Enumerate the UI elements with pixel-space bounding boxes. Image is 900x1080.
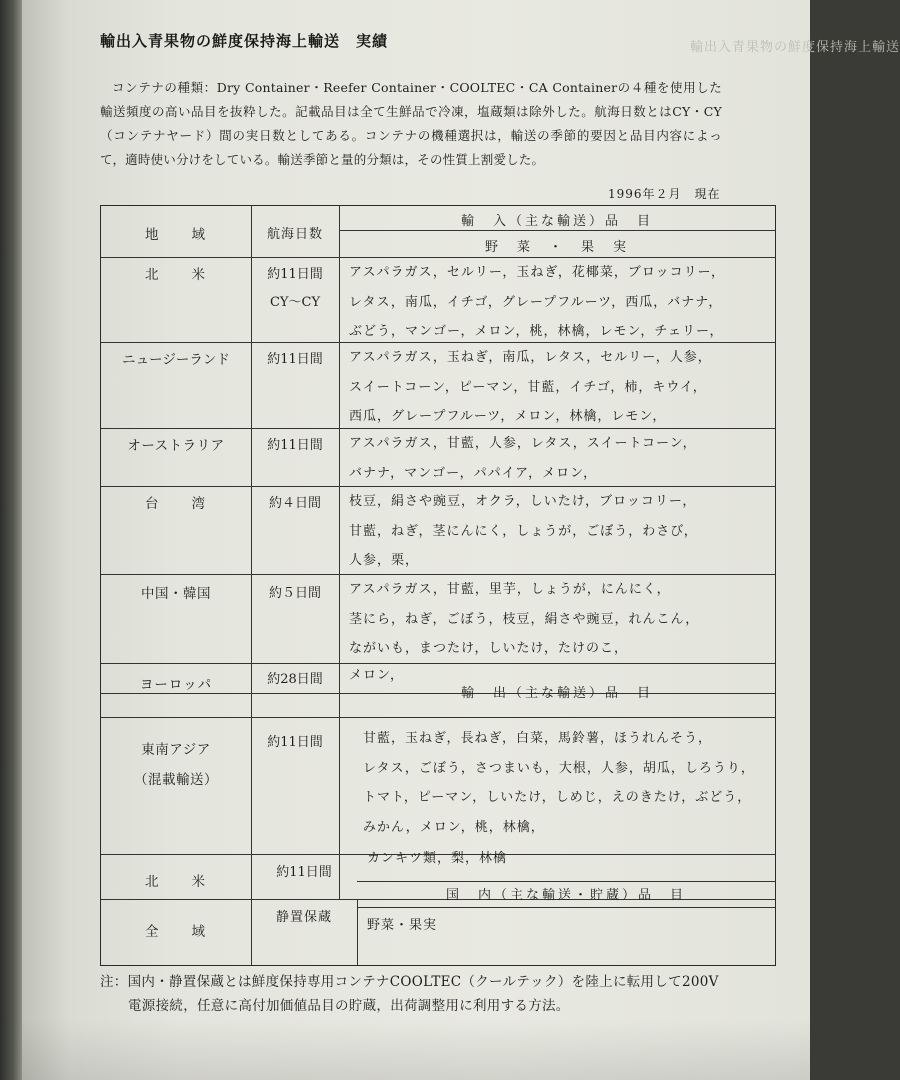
days-cell: 約11日間 [276, 865, 332, 880]
column-header-region: 地 域 [145, 227, 207, 243]
region-cell: 北 米 [145, 267, 207, 283]
bleed-through-text: 輸出入青果物の鮮度保持海上輸送 [690, 40, 900, 55]
import-subheader: 野 菜 ・ 果 実 [484, 240, 629, 255]
days-cell: 約11日間 [267, 267, 323, 282]
region-cell: 北 米 [145, 874, 207, 890]
footnote: 注：国内・静置保蔵とは鮮度保持専用コンテナCOOLTEC（クールテック）を陸上に転用して200V 電源接続，任意に高付加価値品目の貯蔵，出荷調整用に利用する方法。 [100, 974, 719, 1014]
days-cell: 約11日間 [267, 438, 323, 453]
items-cell: アスパラガス，玉ねぎ，南瓜，レタス，セルリー，人参， スイートコーン，ピーマン，甘藍，イチゴ，柿，キウイ， 西瓜，グレープフルーツ，メロン，林檎，レモン， [349, 350, 712, 424]
items-cell: アスパラガス，甘藍，人参，レタス，スイートコーン， バナナ，マンゴー，パパイア，メロン， [349, 436, 697, 481]
items-cell: 甘藍，玉ねぎ，長ねぎ，白菜，馬鈴薯，ほうれんそう， レタス，ごぼう，さつまいも，大根，人参，胡瓜，しろうり， トマト，ピーマン，しいたけ，しめじ，えのきたけ，ぶどう， みかん，メロン，桃，林檎， [363, 731, 755, 835]
date-stamp: 1996年２月 現在 [608, 187, 721, 201]
items-cell: 枝豆，絹さや豌豆，オクラ，しいたけ，ブロッコリー， 甘藍，ねぎ，茎にんにく，しょうが，ごぼう，わさび， 人参，栗， [349, 494, 698, 568]
items-cell: 野菜・果実 [367, 918, 438, 933]
region-cell: 中国・韓国 [141, 586, 211, 602]
days-cell: 約11日間 [267, 735, 323, 750]
region-cell: 東南アジア [141, 742, 211, 758]
days-cell: 約11日間 [267, 352, 323, 367]
page-title: 輸出入青果物の鮮度保持海上輸送 実績 [100, 32, 389, 50]
intro-paragraph: コンテナの種類：Dry Container・Reefer Container・COOLTEC・CA Containerの４種を使用した輸送頻度の高い品目を抜粋した。記載品目は全て生鮮品で冷凍，塩蔵類は除外した。航海日数とはCY・CY（コンテナヤード）間の実日数としてある。コンテナの機種選択は，輸送の季節的要因と品目内容によって，適時使い分けをしている。輸送季節と量的分類は，その性質上割愛した。 [100, 80, 722, 167]
region-cell: ヨーロッパ [139, 677, 213, 693]
days-cell: 約28日間 [267, 672, 323, 687]
import-header: 輸 入（主な輸送）品 目 [460, 214, 653, 229]
region-cell: オーストラリア [127, 438, 225, 454]
items-cell: メロン， [349, 668, 404, 683]
items-cell: アスパラガス，セルリー，玉ねぎ，花椰菜，ブロッコリー， レタス，南瓜，イチゴ，グレープフルーツ，西瓜，バナナ， ぶどう，マンゴー，メロン，桃，林檎，レモン，チェリー， [349, 265, 726, 339]
book-spine [0, 0, 22, 1080]
region-cell: 全 域 [145, 924, 207, 940]
shipment-table [100, 205, 776, 966]
region-note-cell: （混載輸送） [134, 772, 218, 788]
items-cell: カンキツ類，梨，林檎 [367, 851, 508, 866]
items-cell: アスパラガス，甘藍，里芋，しょうが，にんにく， 茎にら，ねぎ，ごぼう，枝豆，絹さや豌豆，れんこん， ながいも，まつたけ，しいたけ，たけのこ， [349, 582, 700, 656]
days-note-cell: CY～CY [269, 295, 321, 310]
region-cell: ニュージーランド [122, 352, 230, 368]
export-header: 輸 出（主な輸送）品 目 [460, 686, 653, 701]
days-cell: 約４日間 [268, 496, 321, 511]
days-cell: 静置保蔵 [275, 910, 332, 925]
domestic-header: 国 内（主な輸送・貯蔵）品 目 [445, 888, 686, 903]
region-cell: 台 湾 [145, 496, 207, 512]
days-cell: 約５日間 [268, 586, 321, 601]
column-header-days: 航海日数 [266, 227, 323, 242]
